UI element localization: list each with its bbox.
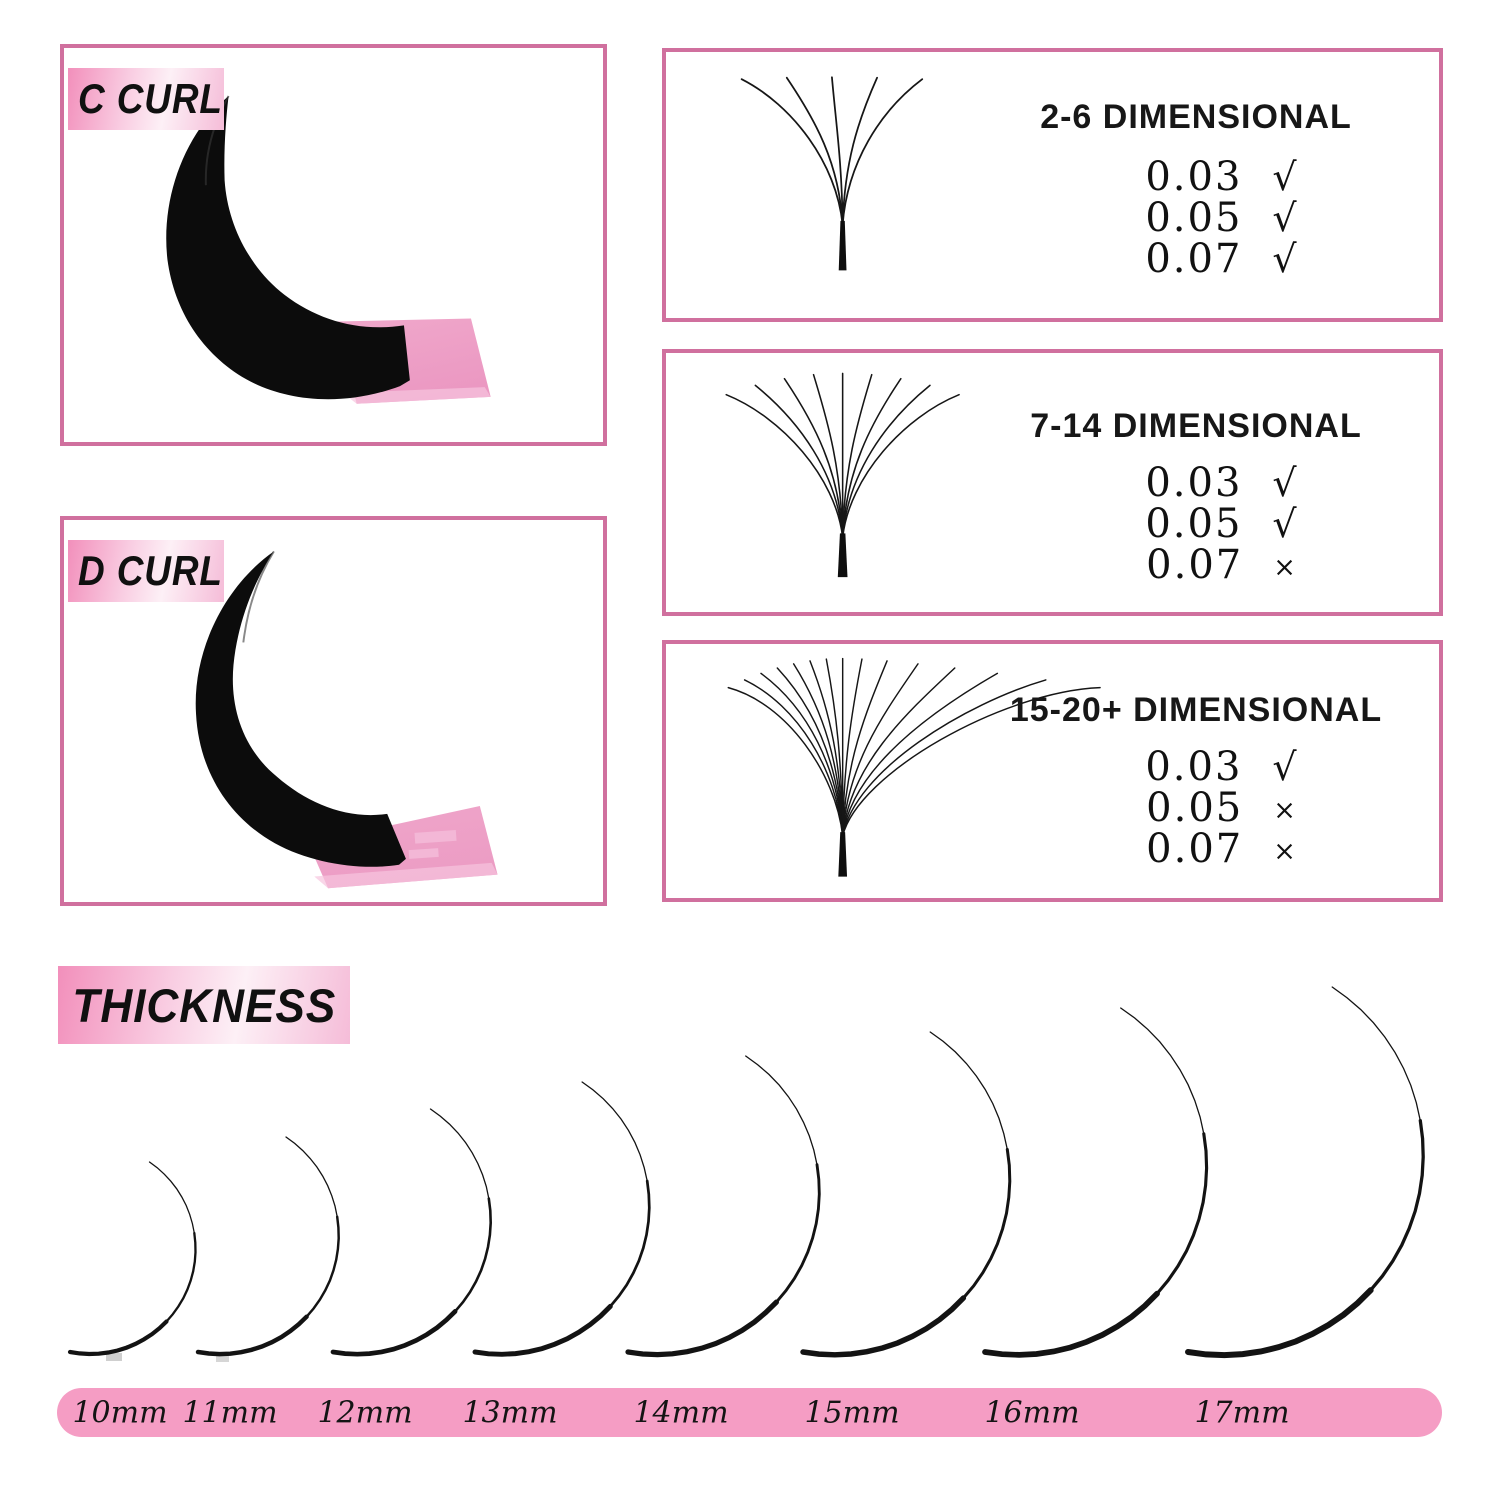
d-curl-label-text: D CURL bbox=[78, 547, 223, 594]
length-label-12mm: 12mm bbox=[317, 1395, 413, 1430]
c-curl-label bbox=[68, 68, 224, 130]
thickness-value: 0.07 bbox=[1146, 541, 1244, 588]
length-label-17mm: 17mm bbox=[1194, 1395, 1290, 1430]
spec-row bbox=[996, 194, 1446, 241]
d-curl-label bbox=[68, 540, 224, 602]
thickness-value: 0.05 bbox=[1145, 194, 1243, 241]
spec-row bbox=[996, 743, 1446, 790]
dimensional-card-15-20 bbox=[662, 640, 1443, 902]
spec-rows bbox=[996, 459, 1446, 588]
spec-row bbox=[996, 153, 1446, 200]
length-scale-bar bbox=[57, 1388, 1442, 1437]
compatibility-mark: √ bbox=[1272, 236, 1297, 281]
thickness-value: 0.03 bbox=[1145, 153, 1243, 200]
compatibility-mark: × bbox=[1273, 836, 1296, 867]
dimensional-card-7-14 bbox=[662, 349, 1443, 616]
dimensional-title: 2-6 DIMENSIONAL bbox=[1040, 98, 1352, 136]
dimensional-title: 15-20+ DIMENSIONAL bbox=[1009, 691, 1383, 729]
d-curl-card bbox=[60, 516, 607, 906]
spec-row bbox=[996, 235, 1446, 282]
length-label-10mm: 10mm bbox=[72, 1395, 168, 1430]
spec-rows bbox=[996, 153, 1446, 282]
compatibility-mark: × bbox=[1273, 795, 1296, 826]
c-curl-card bbox=[60, 44, 607, 446]
compatibility-mark: √ bbox=[1272, 154, 1297, 199]
d-curl-lash bbox=[196, 551, 406, 866]
spec-row bbox=[996, 784, 1446, 831]
dimensional-card-2-6 bbox=[662, 48, 1443, 322]
c-curl-label-text: C CURL bbox=[78, 75, 223, 122]
thickness-section-title: THICKNESS bbox=[72, 978, 336, 1032]
length-lashes-illustration bbox=[0, 950, 1500, 1410]
thickness-value: 0.03 bbox=[1145, 743, 1243, 790]
c-curl-lash bbox=[166, 96, 410, 399]
compatibility-mark: √ bbox=[1272, 195, 1297, 240]
length-label-11mm: 11mm bbox=[182, 1395, 278, 1430]
spec-row bbox=[996, 541, 1446, 588]
spec-row bbox=[996, 825, 1446, 872]
thickness-value: 0.05 bbox=[1146, 784, 1244, 831]
dimensional-title: 7-14 DIMENSIONAL bbox=[1030, 407, 1362, 445]
spec-row bbox=[996, 459, 1446, 506]
length-label-13mm: 13mm bbox=[462, 1395, 558, 1430]
thickness-value: 0.07 bbox=[1145, 235, 1243, 282]
spec-row bbox=[996, 500, 1446, 547]
compatibility-mark: √ bbox=[1272, 501, 1297, 546]
compatibility-mark: √ bbox=[1272, 744, 1297, 789]
compatibility-mark: × bbox=[1273, 552, 1296, 583]
thickness-value: 0.03 bbox=[1145, 459, 1243, 506]
length-label-15mm: 15mm bbox=[804, 1395, 900, 1430]
length-label-16mm: 16mm bbox=[984, 1395, 1080, 1430]
thickness-value: 0.07 bbox=[1146, 825, 1244, 872]
compatibility-mark: √ bbox=[1272, 460, 1297, 505]
length-label-14mm: 14mm bbox=[633, 1395, 729, 1430]
spec-rows bbox=[996, 743, 1446, 872]
thickness-value: 0.05 bbox=[1145, 500, 1243, 547]
